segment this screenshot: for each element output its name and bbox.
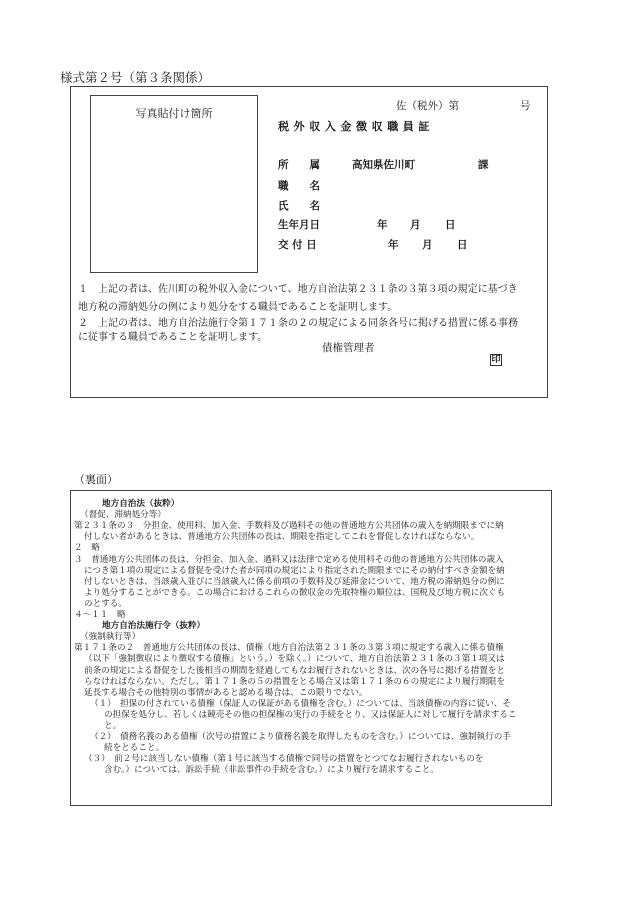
birth-date-label: 生年月日: [278, 219, 320, 231]
certificate-number-suffix: 号: [520, 100, 531, 112]
law-line: 続をとること。: [104, 743, 165, 754]
law-line: らなければならない。ただし、第１７１条の５の措置をとる場合又は第１７１条の６の規定により履行期限を: [84, 676, 506, 687]
law-line: 付しない者があるときは、普通地方公共団体の長は、期限を指定してこれを督促しなければならない。: [84, 532, 480, 543]
affiliation-label: 所 属: [278, 159, 320, 171]
affiliation-suffix: 課: [478, 159, 489, 171]
law-line: 第１７１条の２ 普通地方公共団体の長は、債権（地方自治法第２３１条の３第３項に規定する歳入に係る債権: [74, 643, 504, 654]
certification-1-line-1: １ 上記の者は、佐川町の税外収入金について、地方自治法第２３１条の３第３項の規定に基づき: [78, 284, 518, 295]
law-line: 地方自治法（抜粋）: [102, 499, 180, 509]
certification-2-line-1: ２ 上記の者は、地方自治法施行令第１７１条の２の規定による同条各号に掲げる措置に係る事務: [78, 318, 518, 329]
law-line: （３） 前２号に該当しない債権（第１号に該当する債権で同号の措置をとつてなお履行されないものを: [84, 754, 484, 765]
certification-1-line-2: 地方税の滞納処分の例により処分をする職員であることを証明します。: [78, 302, 398, 313]
birth-day-unit: 日: [445, 219, 456, 231]
law-line: につき第１項の規定による督促を受けた者が同項の規定により指定された期限までにその納付すべき金額を納: [84, 565, 505, 576]
certification-2-line-2: に従事する職員であることを証明します。: [78, 332, 268, 343]
law-line: 第２３１条の３ 分担金、使用料、加入金、手数料及び過料その他の普通地方公共団体の歳入を納期限までに納: [74, 521, 504, 532]
issue-month-unit: 月: [422, 239, 433, 251]
birth-year-unit: 年: [377, 219, 388, 231]
form-number-label: 様式第２号（第３条関係）: [60, 70, 211, 85]
issue-year-unit: 年: [388, 239, 399, 251]
position-label: 職 名: [278, 180, 320, 192]
law-line: と。: [104, 721, 122, 731]
photo-placeholder: [90, 95, 258, 273]
law-line: ３ 普通地方公共団体の長は、分担金、加入金、過料又は法律で定める使用料その他の普通地方公共団体の歳入: [74, 554, 504, 565]
law-line: 付しないときは、当該歳入並びに当該歳入に係る前項の手数料及び延滞金について、地方税の滞納処分の例に: [84, 576, 505, 587]
law-line: の担保を処分し、若しくは競売その他の担保権の実行の手続をとり、又は保証人に対して履行を請求するこ: [104, 709, 517, 720]
law-line: ２ 略: [74, 543, 100, 554]
law-line: のとする。: [84, 598, 127, 609]
reverse-side-label: （裏面）: [74, 473, 118, 486]
law-line: （１） 担保の付されている債権（保証人の保証がある債権を含む。）については、当該債権の内容に従い、そ: [90, 698, 511, 709]
law-line: 地方自治法施行令（抜粋）: [102, 621, 206, 632]
card-title: 税外収入金徴収職員証: [278, 120, 434, 133]
law-line: ４〜１１ 略: [74, 610, 126, 620]
law-line: （以下「強制徴収により徴収する債権」という。）を除く。）について、地方自治法第２３１条の３第１項又は: [84, 654, 505, 665]
name-label: 氏 名: [278, 200, 320, 212]
affiliation-value: 高知県佐川町: [352, 159, 415, 171]
law-line: （強制執行等）: [80, 632, 141, 643]
law-line: 前条の規定による督促をした後相当の期間を経過してもなお履行されないときは、次の各号に掲げる措置をと: [84, 665, 506, 676]
law-line: より処分することができる。この場合におけるこれらの徴収金の先取特権の順位は、国税及び地方税に次ぐも: [84, 587, 506, 598]
law-line: （督促、滞納処分等）: [80, 510, 166, 521]
law-line: 延長する場合その他特別の事情があると認める場合は、この限りでない。: [84, 687, 368, 698]
seal-stamp: 印: [491, 355, 501, 365]
photo-label: 写真貼付け箇所: [135, 107, 213, 120]
issuer-title: 債権管理者: [322, 342, 375, 354]
certificate-number-prefix: 佐（税外）第: [396, 100, 459, 112]
law-line: （２） 債務名義のある債権（次号の措置により債務名義を取得したものを含む。）については、強制執行の手: [90, 732, 511, 743]
birth-month-unit: 月: [410, 219, 421, 231]
law-line: 含む。）については、訴訟手続（非訟事件の手続を含む。）により履行を請求すること。: [104, 765, 439, 776]
issue-day-unit: 日: [457, 239, 468, 251]
issue-date-label: 交 付 日: [278, 239, 317, 251]
